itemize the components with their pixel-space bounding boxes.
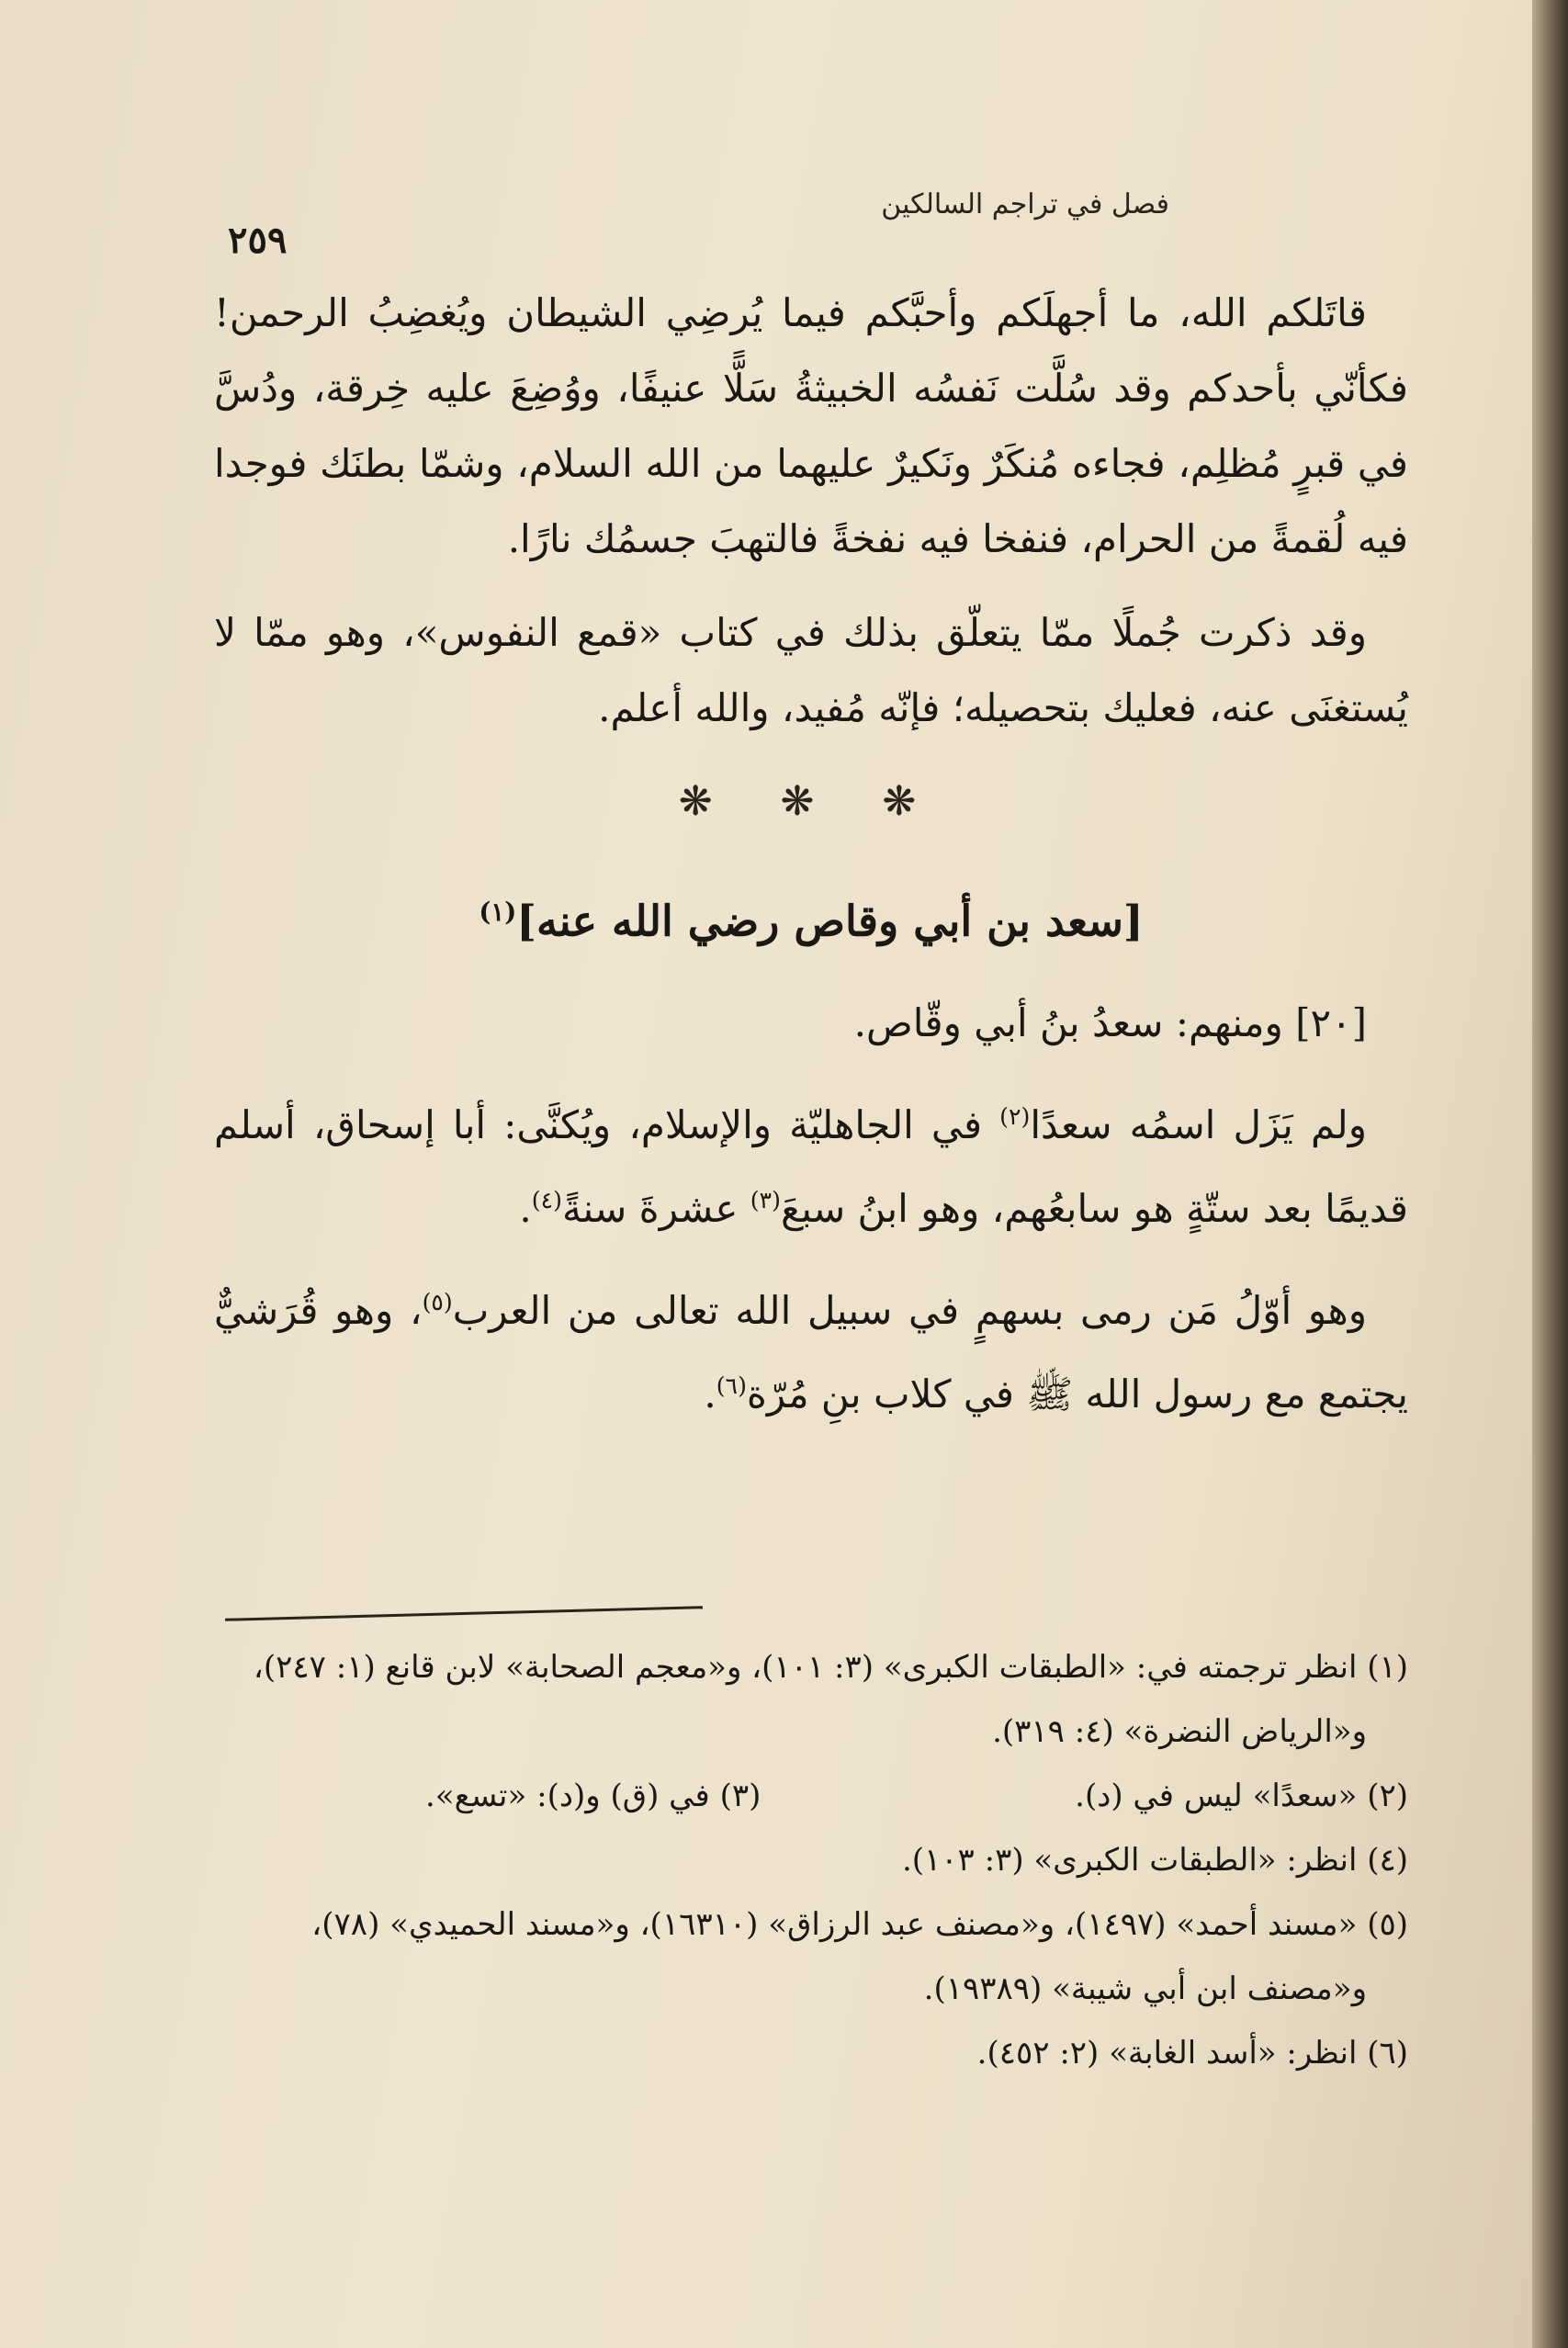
p5-part-b: ، وهو قُرَشيٌّ يجتمع مع رسول الله ﷺ في كلاب بنِ مُرّة: [214, 1288, 1408, 1417]
footnote-ref-3: (٣): [750, 1187, 781, 1214]
footnote-ref-2: (٢): [999, 1103, 1031, 1131]
footnote-ref-1: (١): [479, 897, 517, 927]
footnote-2: (٢) «سعدًا» ليس في (د).: [1075, 1778, 1408, 1814]
paragraph-3: [٢٠] ومنهم: سعدُ بنُ أبي وقّاص.: [853, 1000, 1367, 1046]
section-title-text: [سعد بن أبي وقاص رضي الله عنه]: [516, 896, 1144, 946]
page-number: ٢٥٩: [228, 219, 288, 262]
section-separator: ❋ ❋ ❋: [678, 778, 944, 825]
p4-part-c: عشرةَ سنةً: [561, 1186, 750, 1232]
paragraph-1: قاتَلكم الله، ما أجهلَكم وأحبَّكم فيما يُرضِي الشيطان ويُغضِبُ الرحمن! فكأنّي بأحدكم وقد سُلَّت نَفسُه الخبيثةُ سَلًّا عنيفًا، ووُضِعَ عليه خِرقة، ودُسَّ في قبرٍ مُظلِم، فجاءه مُنكَرٌ ونَكيرٌ عليهما من الله السلام، وشمّا بطنَك فوجدا فيه لُقمةً من الحرام، فنفخا فيه نفخةً فالتهبَ جسمُك نارًا.: [214, 290, 1408, 561]
paragraph-5: [214, 1265, 1408, 1432]
footnote-1-continued: و«الرياض النضرة» (٤: ٣١٩).: [992, 1713, 1367, 1750]
footnote-rule: [225, 1606, 703, 1621]
footnote-3: (٣) في (ق) و(د): «تسع».: [425, 1778, 761, 1814]
footnotes: [214, 1635, 1408, 2085]
footnote-6: (٦) انظر: «أسد الغابة» (٢: ٤٥٢).: [976, 2035, 1408, 2071]
footnote-ref-4: (٤): [531, 1187, 562, 1214]
running-header: فصل في تراجم السالكين: [881, 188, 1169, 220]
footnote-ref-6: (٦): [716, 1372, 747, 1400]
p5-part-a: وهو أوّلُ مَن رمى بسهمٍ في سبيل الله تعالى من العرب: [452, 1288, 1367, 1334]
section-title: [214, 875, 1408, 958]
p4-part-a: ولم يَزَل اسمُه سعدًا: [1030, 1102, 1367, 1148]
footnote-5-continued: و«مصنف ابن أبي شيبة» (١٩٣٨٩).: [923, 1970, 1367, 2007]
main-text: [214, 276, 1408, 1451]
p4-part-d: .: [519, 1186, 532, 1232]
paragraph-4: [214, 1079, 1408, 1247]
footnote-ref-5: (٥): [422, 1289, 453, 1316]
paragraph-2: وقد ذكرت جُملًا ممّا يتعلّق بذلك في كتاب «قمع النفوس»، وهو ممّا لا يُستغنَى عنه، فعليك بتحصيله؛ فإنّه مُفيد، والله أعلم.: [214, 610, 1408, 730]
p5-part-c: .: [704, 1372, 716, 1417]
p4-part-b: في الجاهليّة والإسلام، ويُكنَّى: أبا إسحاق، أسلم قديمًا بعد ستّةٍ هو سابعُهم، وهو ابنُ سبعَ: [214, 1102, 1408, 1232]
book-page-edge: [1532, 0, 1568, 2348]
footnote-1: (١) انظر ترجمته في: «الطبقات الكبرى» (٣: ١٠١)، و«معجم الصحابة» لابن قانع (١: ٢٤٧)،: [253, 1649, 1408, 1686]
footnote-5: (٥) «مسند أحمد» (١٤٩٧)، و«مصنف عبد الرزاق» (١٦٣١٠)، و«مسند الحميدي» (٧٨)،: [311, 1906, 1408, 1943]
footnote-4: (٤) انظر: «الطبقات الكبرى» (٣: ١٠٣).: [901, 1842, 1408, 1879]
footnote-row-2-3: [214, 1764, 1408, 1828]
